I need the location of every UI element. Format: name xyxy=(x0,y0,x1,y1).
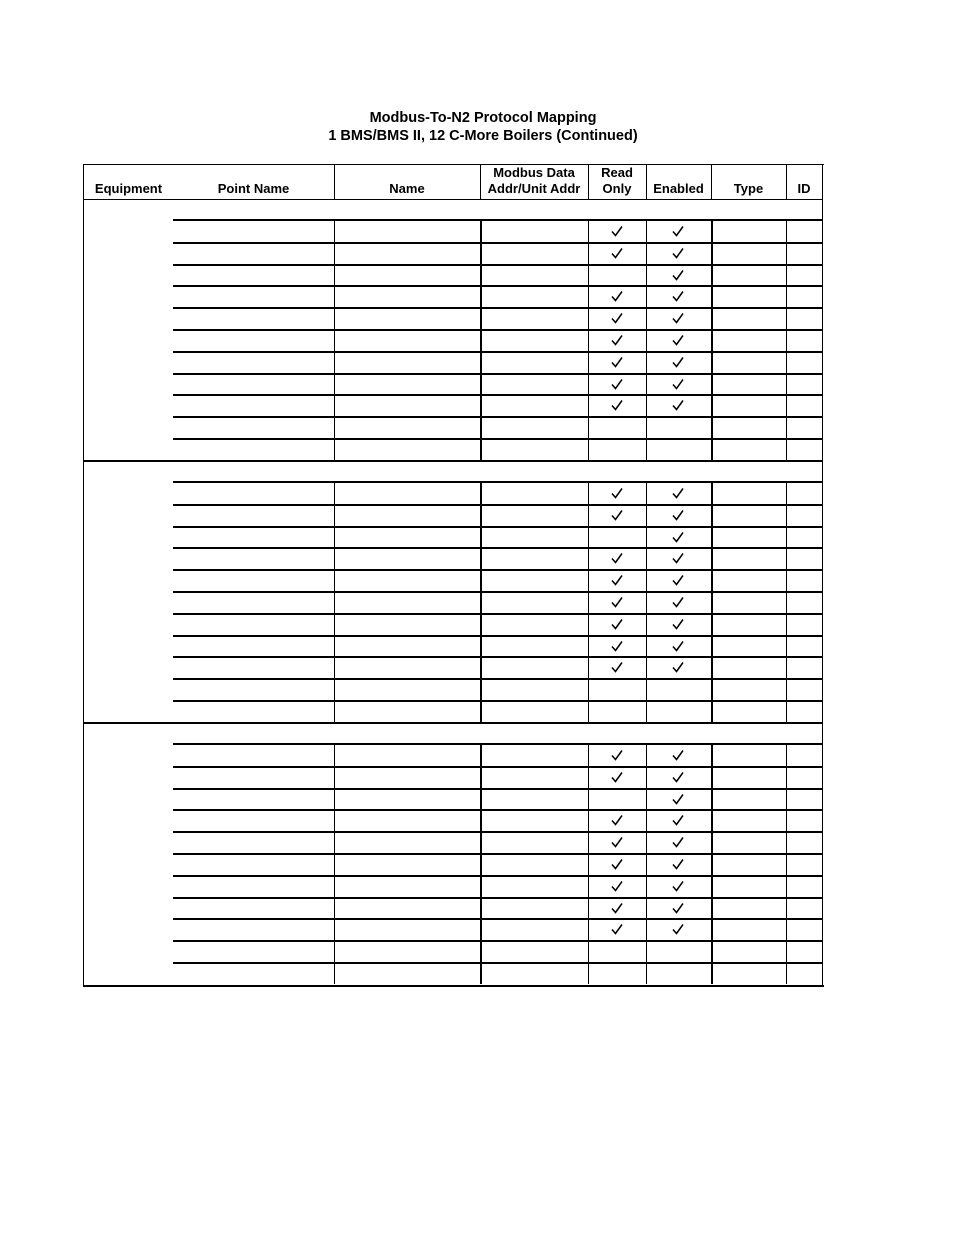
table-row-divider xyxy=(173,766,823,768)
table-row-divider xyxy=(173,656,823,658)
read-only-check-icon xyxy=(610,355,624,369)
header-col-divider xyxy=(480,164,481,199)
enabled-check-icon xyxy=(671,224,685,238)
enabled-check-icon xyxy=(671,595,685,609)
header-col-divider xyxy=(786,164,787,199)
table-row-divider xyxy=(173,809,823,811)
read-only-check-icon xyxy=(610,333,624,347)
header-col-divider xyxy=(588,164,589,199)
enabled-check-icon xyxy=(671,813,685,827)
table-border-right xyxy=(822,164,823,987)
table-row-divider xyxy=(173,264,823,266)
read-only-check-icon xyxy=(610,311,624,325)
col-divider-modbus xyxy=(480,220,482,460)
header-modbus-addr xyxy=(480,165,588,197)
enabled-check-icon xyxy=(671,333,685,347)
read-only-check-icon xyxy=(610,748,624,762)
table-row-divider xyxy=(173,940,823,942)
enabled-check-icon xyxy=(671,770,685,784)
read-only-check-icon xyxy=(610,922,624,936)
group-rows-top xyxy=(173,481,823,483)
title-line-2: 1 BMS/BMS II, 12 C-More Boilers (Continued) xyxy=(328,128,638,144)
table-row-divider xyxy=(173,416,823,418)
read-only-check-icon xyxy=(610,857,624,871)
header-read-only xyxy=(588,165,646,197)
group-rows-top xyxy=(173,743,823,745)
header-point-name: Point Name xyxy=(217,181,290,196)
enabled-check-icon xyxy=(671,289,685,303)
col-divider-type xyxy=(711,220,713,460)
read-only-check-icon xyxy=(610,224,624,238)
enabled-check-icon xyxy=(671,355,685,369)
read-only-check-icon xyxy=(610,901,624,915)
table-row-divider xyxy=(173,613,823,615)
header-divider xyxy=(83,199,823,200)
table-row-divider xyxy=(173,831,823,833)
table-row-divider xyxy=(173,285,823,287)
table-row-divider xyxy=(173,438,823,440)
read-only-check-icon xyxy=(610,639,624,653)
col-divider-enabled xyxy=(646,482,647,722)
read-only-check-icon xyxy=(610,573,624,587)
header-col-divider xyxy=(646,164,647,199)
table-row-divider xyxy=(173,853,823,855)
enabled-check-icon xyxy=(671,639,685,653)
table-row-divider xyxy=(173,788,823,790)
read-only-check-icon xyxy=(610,660,624,674)
group-rows-top xyxy=(173,219,823,221)
table-row-divider xyxy=(173,307,823,309)
enabled-check-icon xyxy=(671,268,685,282)
enabled-check-icon xyxy=(671,377,685,391)
col-divider-id xyxy=(786,220,787,460)
enabled-check-icon xyxy=(671,857,685,871)
enabled-check-icon xyxy=(671,879,685,893)
col-divider-modbus xyxy=(480,744,482,984)
enabled-check-icon xyxy=(671,748,685,762)
table-row-divider xyxy=(173,700,823,702)
col-divider-read xyxy=(588,744,589,984)
read-only-check-icon xyxy=(610,617,624,631)
read-only-check-icon xyxy=(610,551,624,565)
col-divider-enabled xyxy=(646,744,647,984)
table-border-bottom xyxy=(83,985,824,987)
enabled-check-icon xyxy=(671,573,685,587)
col-divider-read xyxy=(588,220,589,460)
col-divider-id xyxy=(786,744,787,984)
read-only-check-icon xyxy=(610,289,624,303)
header-col-divider xyxy=(711,164,712,199)
header-col-divider xyxy=(334,164,335,199)
read-only-check-icon xyxy=(610,595,624,609)
col-divider-enabled xyxy=(646,220,647,460)
col-divider-modbus xyxy=(480,482,482,722)
enabled-check-icon xyxy=(671,835,685,849)
table-row-divider xyxy=(173,591,823,593)
group-divider xyxy=(83,722,823,724)
header-type: Type xyxy=(733,181,764,196)
table-border-top xyxy=(83,164,824,165)
table-row-divider xyxy=(173,897,823,899)
table-row-divider xyxy=(173,329,823,331)
header-id: ID xyxy=(797,181,811,196)
col-divider-read xyxy=(588,482,589,722)
enabled-check-icon xyxy=(671,311,685,325)
table-row-divider xyxy=(173,394,823,396)
enabled-check-icon xyxy=(671,551,685,565)
read-only-check-icon xyxy=(610,246,624,260)
enabled-check-icon xyxy=(671,398,685,412)
enabled-check-icon xyxy=(671,617,685,631)
table-row-divider xyxy=(173,504,823,506)
enabled-check-icon xyxy=(671,792,685,806)
table-row-divider xyxy=(173,569,823,571)
col-divider-name xyxy=(334,744,335,984)
read-only-check-icon xyxy=(610,486,624,500)
col-divider-name xyxy=(334,482,335,722)
table-row-divider xyxy=(173,351,823,353)
read-only-check-icon xyxy=(610,770,624,784)
enabled-check-icon xyxy=(671,530,685,544)
title-line-1: Modbus-To-N2 Protocol Mapping xyxy=(369,110,597,126)
table-row-divider xyxy=(173,635,823,637)
table-row-divider xyxy=(173,918,823,920)
header-modbus-line-1: Modbus Data xyxy=(493,165,575,180)
header-read-line-1: Read xyxy=(601,165,633,180)
read-only-check-icon xyxy=(610,377,624,391)
page-title xyxy=(0,109,954,145)
enabled-check-icon xyxy=(671,508,685,522)
table-row-divider xyxy=(173,242,823,244)
col-divider-type xyxy=(711,482,713,722)
header-modbus-line-2: Addr/Unit Addr xyxy=(487,181,581,196)
table-row-divider xyxy=(173,875,823,877)
header-read-line-2: Only xyxy=(602,181,632,196)
enabled-check-icon xyxy=(671,660,685,674)
enabled-check-icon xyxy=(671,922,685,936)
read-only-check-icon xyxy=(610,879,624,893)
read-only-check-icon xyxy=(610,508,624,522)
header-enabled: Enabled xyxy=(653,181,704,196)
header-name: Name xyxy=(389,181,425,196)
col-divider-id xyxy=(786,482,787,722)
table-row-divider xyxy=(173,373,823,375)
enabled-check-icon xyxy=(671,486,685,500)
enabled-check-icon xyxy=(671,246,685,260)
table-row-divider xyxy=(173,526,823,528)
table-border-left xyxy=(83,164,84,987)
header-equipment: Equipment xyxy=(94,181,163,196)
read-only-check-icon xyxy=(610,813,624,827)
enabled-check-icon xyxy=(671,901,685,915)
table-row-divider xyxy=(173,678,823,680)
col-divider-type xyxy=(711,744,713,984)
read-only-check-icon xyxy=(610,835,624,849)
col-divider-name xyxy=(334,220,335,460)
table-row-divider xyxy=(173,962,823,964)
group-divider xyxy=(83,460,823,462)
table-row-divider xyxy=(173,547,823,549)
read-only-check-icon xyxy=(610,398,624,412)
